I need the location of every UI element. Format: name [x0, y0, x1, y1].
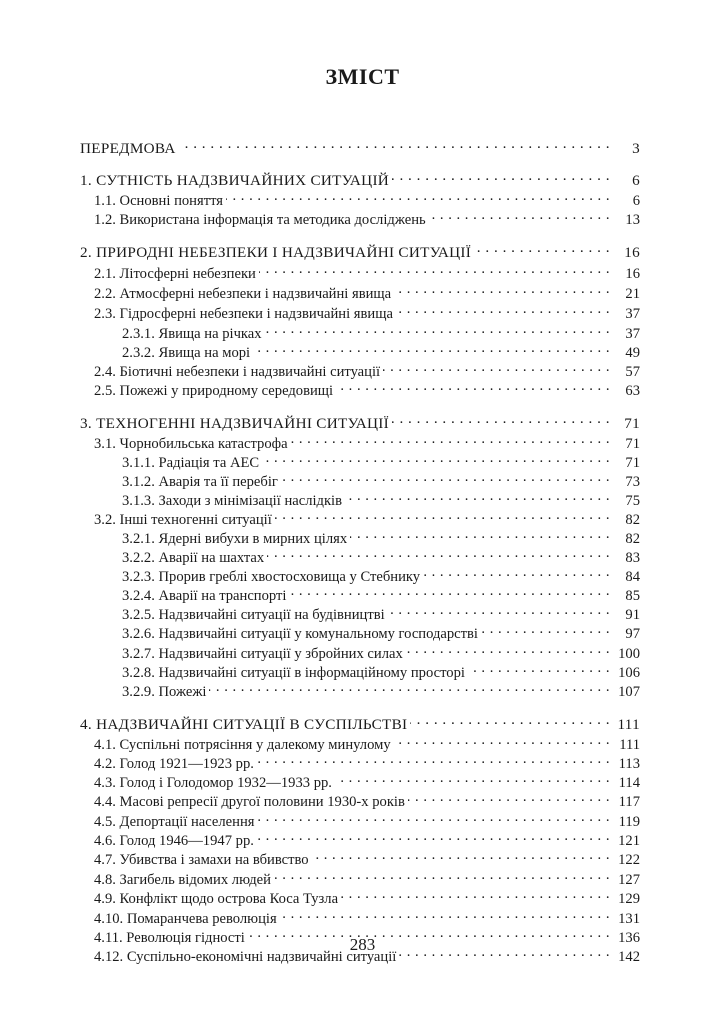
- toc-entry-title: 4.8. Загибель відомих людей: [94, 872, 271, 888]
- toc-entry-title: 4.3. Голод і Голодомор 1932—1933 рр.: [94, 775, 332, 791]
- dot-leader: [253, 339, 610, 357]
- toc-entry-page: 122: [618, 852, 640, 868]
- toc-entry-page: 71: [624, 415, 640, 432]
- dot-leader: [291, 430, 610, 448]
- toc-entry-title: 4.12. Суспільно-економічні надзвичайні ситуації: [94, 949, 397, 965]
- toc-entry: [80, 239, 640, 262]
- toc-entry-title: 3.1. Чорнобильська катастрофа: [94, 436, 288, 452]
- toc-entry-title: 2.3.2. Явища на морі: [122, 345, 251, 361]
- toc-entry-page: 37: [625, 306, 640, 322]
- toc-entry-title: 4.11. Революція гідності: [94, 930, 245, 946]
- toc-entry-page: 127: [618, 872, 640, 888]
- dot-leader: [312, 846, 610, 864]
- toc-entry-page: 131: [618, 911, 640, 927]
- dot-leader: [345, 487, 610, 505]
- toc-entry-title: 1.2. Використана інформація та методика досліджень: [94, 212, 426, 228]
- dot-leader: [392, 167, 610, 185]
- toc-entry-page: 3: [632, 140, 640, 157]
- toc-entry-page: 107: [618, 684, 640, 700]
- toc-entry-page: 136: [618, 930, 640, 946]
- toc-entry-page: 111: [619, 737, 640, 753]
- dot-leader: [388, 601, 610, 619]
- toc-entry-page: 121: [618, 833, 640, 849]
- dot-leader: [392, 410, 610, 428]
- toc-entry-title: 4.4. Масові репресії другої половини 1930-х років: [94, 794, 405, 810]
- toc-entry-title: 2.1. Літосферні небезпеки: [94, 266, 256, 282]
- dot-leader: [406, 640, 610, 658]
- toc-entry-title: 3.2.8. Надзвичайні ситуації в інформаційному просторі: [122, 665, 465, 681]
- toc-entry-title: 3.1.1. Радіація та АЕС: [122, 455, 260, 471]
- dot-leader: [257, 827, 610, 845]
- dot-leader: [179, 135, 610, 153]
- dot-leader: [474, 239, 610, 257]
- toc-entry-title: 3.2.6. Надзвичайні ситуації у комунальному господарстві: [122, 626, 478, 642]
- toc-entry-page: 142: [618, 949, 640, 965]
- toc-entry-title: 3.2.5. Надзвичайні ситуації на будівництві: [122, 607, 385, 623]
- toc-entry-page: 73: [625, 474, 640, 490]
- dot-leader: [408, 788, 610, 806]
- toc-entry-title: 3.2.4. Аварії на транспорті: [122, 588, 287, 604]
- dot-leader: [410, 711, 610, 729]
- toc-entry-title: 4.6. Голод 1946—1947 рр.: [94, 833, 254, 849]
- toc-entry-page: 113: [618, 756, 640, 772]
- toc-entry-page: 16: [624, 244, 640, 261]
- dot-leader: [274, 866, 610, 884]
- toc-entry-title: 4.7. Убивства і замахи на вбивство: [94, 852, 309, 868]
- toc-entry-page: 75: [625, 493, 640, 509]
- dot-leader: [262, 449, 610, 467]
- toc-entry-page: 91: [625, 607, 640, 623]
- dot-leader: [265, 320, 610, 338]
- toc-entry: [122, 678, 640, 701]
- dot-leader: [226, 187, 610, 205]
- toc-entry-title: 3.2. Інші техногенні ситуації: [94, 512, 272, 528]
- toc-entry-page: 100: [618, 646, 640, 662]
- dot-leader: [275, 506, 610, 524]
- toc-entry-title: 1.1. Основні поняття: [94, 193, 223, 209]
- toc-entry-title: 3.2.9. Пожежі: [122, 684, 207, 700]
- dot-leader: [429, 206, 610, 224]
- dot-leader: [394, 280, 610, 298]
- toc-entry-page: 63: [625, 383, 640, 399]
- dot-leader: [281, 468, 610, 486]
- toc-entry-title: 2.4. Біотичні небезпеки і надзвичайні ситуації: [94, 364, 381, 380]
- toc-entry-title: 3.2.7. Надзвичайні ситуації у збройних силах: [122, 646, 403, 662]
- dot-leader: [394, 731, 610, 749]
- toc-entry-page: 13: [625, 212, 640, 228]
- toc-entry-page: 37: [625, 326, 640, 342]
- toc-entry-page: 85: [625, 588, 640, 604]
- dot-leader: [350, 525, 610, 543]
- dot-leader: [468, 659, 610, 677]
- toc-entry-page: 71: [625, 455, 640, 471]
- toc-entry-page: 114: [618, 775, 640, 791]
- toc-entry-page: 83: [625, 550, 640, 566]
- toc-entry: [94, 377, 640, 400]
- toc-entry-title: 2.3. Гідросферні небезпеки і надзвичайні явища: [94, 306, 393, 322]
- toc-entry-title: 4.9. Конфлікт щодо острова Коса Тузла: [94, 891, 339, 907]
- dot-leader: [335, 769, 610, 787]
- page-number-footer: 283: [349, 935, 376, 954]
- toc-entry-title: 4.5. Депортації населення: [94, 814, 255, 830]
- toc-entry-page: 16: [625, 266, 640, 282]
- dot-leader: [267, 544, 610, 562]
- toc-entry-title: 1. СУТНІСТЬ НАДЗВИЧАЙНИХ СИТУАЦІЙ: [80, 172, 390, 189]
- toc-entry-page: 111: [617, 716, 640, 733]
- toc-entry-title: 2.5. Пожежі у природному середовищі: [94, 383, 334, 399]
- toc-entry-page: 6: [632, 172, 640, 189]
- toc-entry-title: 3.2.1. Ядерні вибухи в мирних цілях: [122, 531, 348, 547]
- toc-entry-page: 117: [618, 794, 640, 810]
- dot-leader: [209, 678, 610, 696]
- toc-entry-page: 82: [625, 531, 640, 547]
- toc-entry-page: 84: [625, 569, 640, 585]
- dot-leader: [396, 300, 610, 318]
- dot-leader: [259, 260, 610, 278]
- toc-entry-title: 4.10. Помаранчева революція: [94, 911, 277, 927]
- dot-leader: [257, 808, 610, 826]
- toc-entry-title: 4.1. Суспільні потрясіння у далекому минулому: [94, 737, 391, 753]
- toc-entry-title: 3. ТЕХНОГЕННІ НАДЗВИЧАЙНІ СИТУАЦІЇ: [80, 415, 389, 432]
- toc-entry-page: 71: [625, 436, 640, 452]
- toc-entry-page: 82: [625, 512, 640, 528]
- dot-leader: [257, 750, 610, 768]
- toc-entry-title: 4.2. Голод 1921—1923 рр.: [94, 756, 254, 772]
- toc-entry-page: 119: [618, 814, 640, 830]
- toc-entry-title: 3.1.2. Аварія та її перебіг: [122, 474, 278, 490]
- dot-leader: [481, 620, 610, 638]
- toc-entry-title: 2. ПРИРОДНІ НЕБЕЗПЕКИ І НАДЗВИЧАЙНІ СИТУАЦІЇ: [80, 244, 472, 261]
- toc-entry-page: 97: [625, 626, 640, 642]
- dot-leader: [289, 582, 610, 600]
- toc-entry-page: 49: [625, 345, 640, 361]
- toc-entry: [94, 206, 640, 229]
- toc-entry-title: 3.1.3. Заходи з мінімізації наслідків: [122, 493, 343, 509]
- dot-leader: [383, 358, 610, 376]
- toc-entry-page: 129: [618, 891, 640, 907]
- dot-leader: [423, 563, 610, 581]
- toc-entry-title: 2.2. Атмосферні небезпеки і надзвичайні явища: [94, 286, 392, 302]
- toc-entry-title: 4. НАДЗВИЧАЙНІ СИТУАЦІЇ В СУСПІЛЬСТВІ: [80, 716, 408, 733]
- toc-entry-title: 3.2.3. Прорив греблі хвостосховища у Стебнику: [122, 569, 421, 585]
- toc-entry-page: 6: [632, 193, 640, 209]
- dot-leader: [280, 905, 610, 923]
- toc-entry: [80, 135, 640, 158]
- dot-leader: [336, 377, 610, 395]
- page-title: ЗМІСТ: [325, 64, 400, 89]
- toc-entry-page: 21: [625, 286, 640, 302]
- dot-leader: [341, 885, 610, 903]
- toc-entry-title: 2.3.1. Явища на річках: [122, 326, 262, 342]
- toc-entry-page: 57: [625, 364, 640, 380]
- toc-entry-title: 3.2.2. Аварії на шахтах: [122, 550, 265, 566]
- toc-entry-page: 106: [618, 665, 640, 681]
- toc-entry-title: ПЕРЕДМОВА: [80, 140, 176, 157]
